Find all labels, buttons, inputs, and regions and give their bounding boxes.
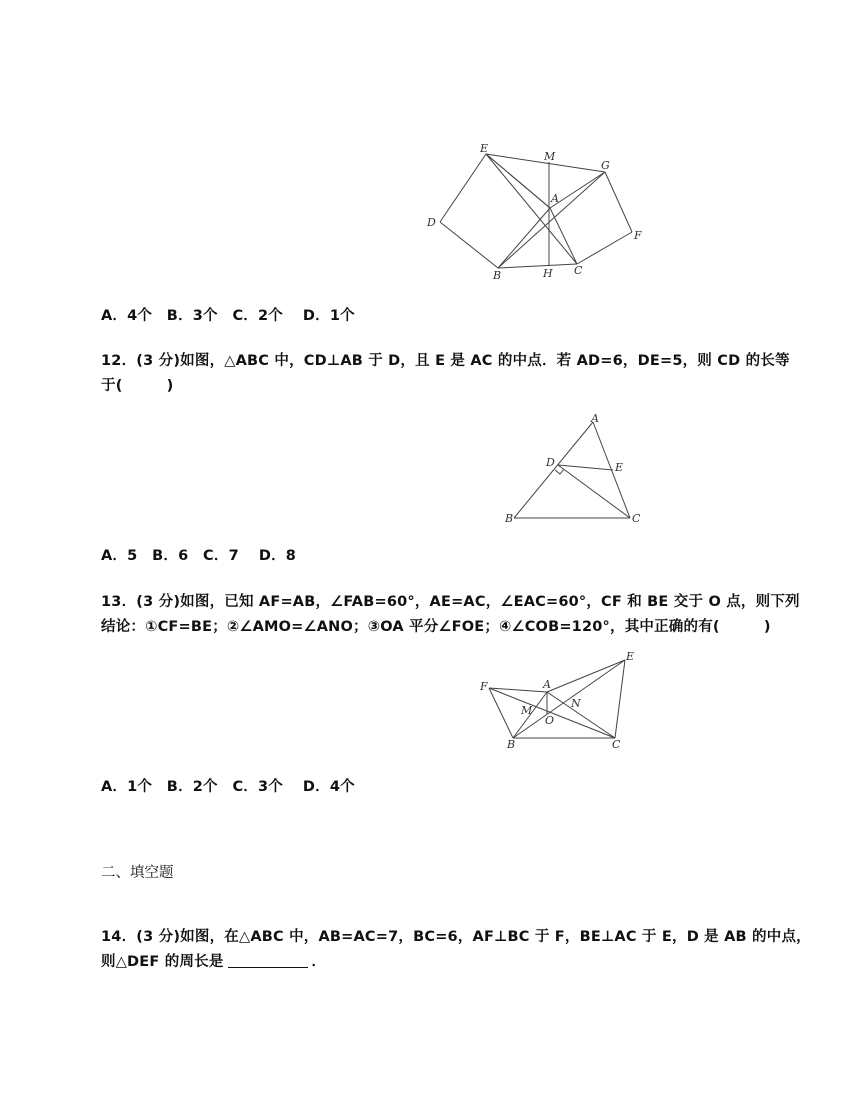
- label-H: H: [543, 267, 553, 280]
- q13-text-line2: 结论：①CF=BE；②∠AMO=∠ANO；③OA 平分∠FOE；④∠COB=120°，其中正确的有( ): [101, 619, 771, 635]
- label-M: M: [544, 150, 556, 163]
- label-O: O: [545, 714, 555, 727]
- q13-text-line1: 13．(3 分)如图，已知 AF=AB，∠FAB=60°，AE=AC，∠EAC=60°，CF 和 BE 交于 O 点，则下列: [101, 594, 800, 610]
- q14-text-line2: [101, 950, 326, 971]
- section-title: 二、填空题: [101, 865, 174, 881]
- label-N: N: [571, 697, 581, 710]
- q11-options: A．4个 B．3个 C．2个 D．1个: [101, 308, 355, 324]
- label-C: C: [612, 738, 621, 751]
- q11-diagram: [420, 140, 650, 285]
- q12-diagram: [500, 410, 650, 528]
- q14-line2-prefix: 则△DEF 的周长是: [101, 954, 224, 970]
- label-E: E: [626, 650, 635, 663]
- label-D: D: [427, 216, 436, 229]
- label-F: F: [480, 680, 488, 693]
- q12-options: A．5 B．6 C．7 D．8: [101, 548, 297, 564]
- label-F: F: [634, 229, 642, 242]
- label-D: D: [546, 456, 555, 469]
- q14-line2-suffix: ．: [311, 954, 327, 970]
- answer-blank[interactable]: [228, 953, 308, 968]
- label-B: B: [505, 512, 514, 525]
- q13-options: A．1个 B．2个 C．3个 D．4个: [101, 779, 355, 795]
- label-B: B: [493, 269, 502, 282]
- label-B: B: [507, 738, 516, 751]
- q12-figure: [500, 410, 650, 528]
- q13-diagram: [475, 650, 645, 755]
- label-A: A: [543, 678, 551, 691]
- label-C: C: [632, 512, 641, 525]
- label-M: M: [521, 704, 533, 717]
- q13-figure: [475, 650, 645, 755]
- label-G: G: [601, 159, 610, 172]
- q12-text-line1: 12．(3 分)如图，△ABC 中，CD⊥AB 于 D，且 E 是 AC 的中点．若 AD=6，DE=5，则 CD 的长等: [101, 353, 790, 369]
- label-A: A: [551, 192, 559, 205]
- label-C: C: [574, 264, 583, 277]
- q11-figure: [420, 140, 650, 285]
- label-E: E: [480, 142, 489, 155]
- label-A: A: [591, 412, 599, 425]
- label-E: E: [615, 461, 624, 474]
- q14-text-line1: 14．(3 分)如图，在△ABC 中，AB=AC=7，BC=6，AF⊥BC 于 F，BE⊥AC 于 E，D 是 AB 的中点，: [101, 929, 811, 945]
- q12-text-line2: 于( ): [101, 378, 174, 394]
